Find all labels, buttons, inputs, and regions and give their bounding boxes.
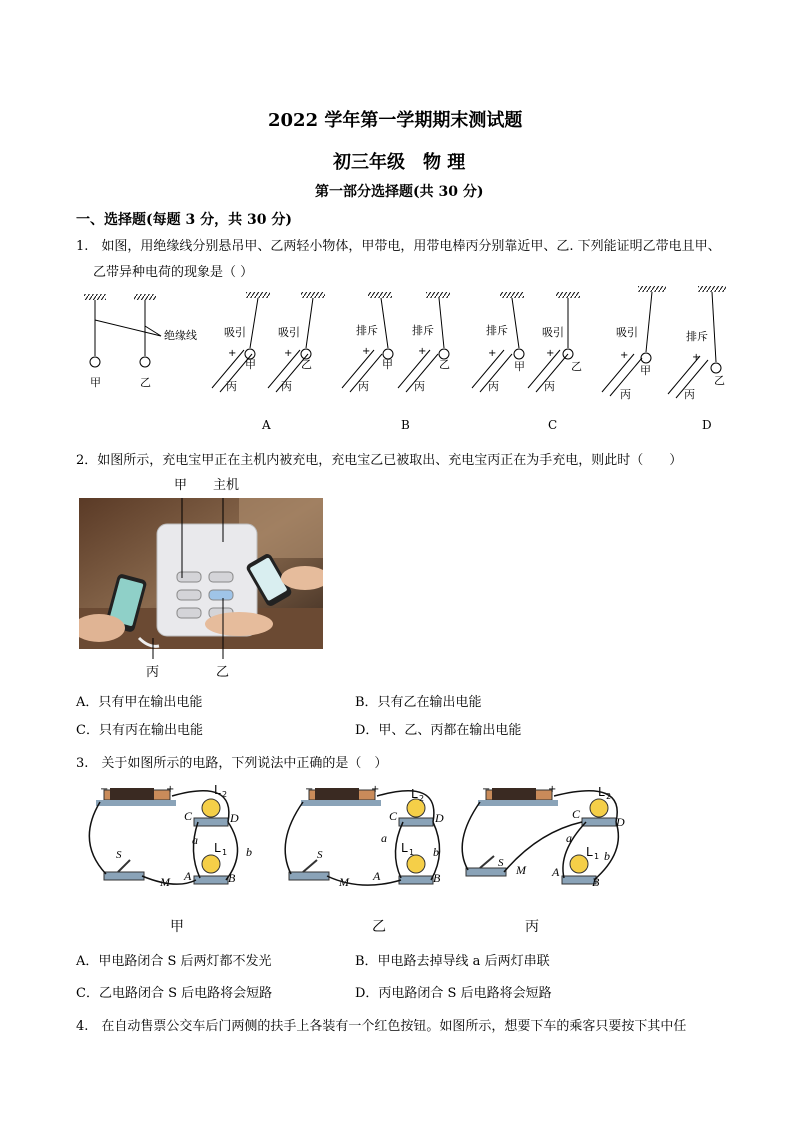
svg-text:D: D [616, 815, 625, 829]
svg-text:L: L [401, 841, 408, 855]
svg-text:−: − [100, 784, 109, 795]
svg-text:D: D [435, 811, 444, 825]
q1-option-d-diagram [602, 286, 726, 401]
svg-text:+: + [371, 784, 380, 795]
svg-text:甲: 甲 [514, 360, 525, 373]
q1-option-b-diagram [342, 292, 450, 393]
q3-option-d[interactable]: D．丙电路闭合 S 后电路将会短路 [355, 986, 552, 1001]
svg-text:吸引: 吸引 [542, 326, 564, 339]
svg-text:M: M [516, 863, 526, 877]
svg-text:丙: 丙 [281, 380, 292, 393]
svg-text:乙: 乙 [571, 360, 582, 373]
svg-text:L: L [214, 841, 221, 855]
svg-text:+: + [488, 348, 497, 359]
svg-text:甲: 甲 [245, 358, 256, 371]
photo-label-yi: 乙 [216, 665, 230, 680]
q2-option-d[interactable]: D．甲、乙、丙都在输出电能 [355, 723, 522, 738]
svg-text:丙: 丙 [488, 380, 499, 393]
svg-text:乙: 乙 [439, 358, 450, 371]
q3-caption-jia: 甲 [170, 919, 184, 935]
svg-text:乙: 乙 [301, 358, 312, 371]
q1-figure [76, 284, 746, 414]
svg-text:b: b [246, 845, 252, 859]
svg-text:排斥: 排斥 [686, 330, 708, 343]
jia-label: 甲 [90, 376, 101, 389]
svg-text:吸引: 吸引 [278, 326, 300, 339]
svg-text:甲: 甲 [382, 358, 393, 371]
svg-text:+: + [548, 784, 557, 795]
svg-text:排斥: 排斥 [412, 324, 434, 337]
svg-text:B: B [228, 871, 236, 885]
svg-text:+: + [284, 348, 293, 359]
q1-option-d-label: D [702, 418, 712, 432]
svg-text:排斥: 排斥 [356, 324, 378, 337]
q2-option-c[interactable]: C．只有丙在输出电能 [76, 723, 203, 738]
svg-text:B: B [592, 875, 600, 889]
q3-caption-yi: 乙 [372, 919, 386, 935]
svg-text:丙: 丙 [684, 388, 695, 401]
circuit-bing [462, 784, 625, 889]
q1-text-line2: 乙带异种电荷的现象是（ ） [93, 265, 254, 280]
insulator-label: 绝缘线 [164, 329, 197, 342]
q1-option-b-label: B [401, 418, 410, 432]
exam-title: 2022 学年第一学期期末测试题 [268, 110, 523, 131]
svg-text:−: − [482, 784, 491, 795]
exam-subtitle: 初三年级 物 理 [333, 152, 466, 173]
svg-text:1: 1 [594, 852, 600, 861]
svg-text:排斥: 排斥 [486, 324, 508, 337]
svg-text:+: + [418, 346, 427, 357]
circuit-jia [89, 783, 252, 889]
svg-text:2: 2 [419, 794, 425, 803]
svg-text:+: + [546, 348, 555, 359]
svg-text:L: L [598, 785, 605, 799]
photo-pointer-extensions [79, 649, 323, 661]
svg-text:a: a [192, 833, 198, 847]
svg-text:丙: 丙 [620, 388, 631, 401]
svg-text:B: B [433, 871, 441, 885]
q1-option-a-label: A [262, 418, 271, 432]
q2-option-a[interactable]: A．只有甲在输出电能 [76, 695, 203, 710]
svg-text:S: S [498, 857, 504, 869]
svg-text:丙: 丙 [414, 380, 425, 393]
svg-text:b: b [433, 845, 439, 859]
q1-text-line1: 1. 如图，用绝缘线分别悬吊甲、乙两轻小物体，甲带电，用带电棒丙分别靠近甲、乙. 下列能证明乙带电且甲、 [76, 239, 721, 254]
svg-text:A: A [184, 869, 192, 883]
q3-option-c[interactable]: C．乙电路闭合 S 后电路将会短路 [76, 986, 273, 1001]
photo-label-bing: 丙 [146, 665, 160, 680]
svg-text:吸引: 吸引 [224, 326, 246, 339]
svg-text:L: L [214, 783, 221, 797]
svg-text:+: + [620, 350, 629, 361]
photo-label-host: 主机 [213, 478, 240, 493]
svg-text:M: M [160, 875, 170, 889]
svg-text:+: + [362, 346, 371, 357]
svg-text:D: D [230, 811, 239, 825]
svg-text:a: a [566, 831, 572, 845]
svg-text:2: 2 [606, 792, 612, 801]
svg-text:L: L [411, 787, 418, 801]
q3-circuits [76, 782, 656, 898]
svg-text:1: 1 [222, 848, 228, 857]
q3-option-b[interactable]: B．甲电路去掉导线 a 后两灯串联 [355, 954, 550, 969]
svg-text:丙: 丙 [544, 380, 555, 393]
svg-text:A: A [552, 865, 560, 879]
section-heading: 一、选择题(每题 3 分，共 30 分) [76, 212, 292, 228]
q1-option-c-diagram [472, 292, 582, 393]
circuit-yi [285, 784, 444, 889]
q3-option-a[interactable]: A．甲电路闭合 S 后两灯都不发光 [76, 954, 272, 969]
q3-text: 3. 关于如图所示的电路，下列说法中正确的是（ ） [76, 756, 388, 771]
svg-text:乙: 乙 [714, 374, 725, 387]
svg-text:S: S [116, 849, 122, 861]
svg-text:M: M [339, 875, 349, 889]
svg-text:+: + [228, 348, 237, 359]
svg-text:C: C [572, 807, 581, 821]
svg-text:甲: 甲 [640, 364, 651, 377]
q1-option-c-label: C [548, 418, 558, 432]
q3-caption-bing: 丙 [525, 919, 539, 935]
part-heading: 第一部分选择题(共 30 分) [315, 184, 484, 200]
svg-text:丙: 丙 [226, 380, 237, 393]
svg-text:b: b [604, 849, 610, 863]
charging-station-photo [79, 498, 323, 649]
svg-text:S: S [317, 849, 323, 861]
svg-text:1: 1 [409, 848, 415, 857]
svg-text:C: C [389, 809, 398, 823]
photo-label-jia: 甲 [174, 478, 188, 493]
svg-text:C: C [184, 809, 193, 823]
svg-text:丙: 丙 [358, 380, 369, 393]
svg-text:L: L [586, 845, 593, 859]
svg-text:A: A [373, 869, 381, 883]
svg-text:+: + [166, 784, 175, 795]
q2-text: 2．如图所示，充电宝甲正在主机内被充电，充电宝乙已被取出、充电宝丙正在为手充电，则此时（ ） [76, 453, 683, 468]
q1-setup-diagram [84, 294, 197, 389]
svg-text:+: + [692, 352, 701, 363]
q1-option-a-diagram [212, 292, 325, 393]
yi-label: 乙 [140, 376, 151, 389]
q2-option-b[interactable]: B．只有乙在输出电能 [355, 695, 482, 710]
svg-text:−: − [305, 784, 314, 795]
svg-text:a: a [381, 831, 387, 845]
svg-text:吸引: 吸引 [616, 326, 638, 339]
q4-text: 4. 在自动售票公交车后门两侧的扶手上各装有一个红色按钮。如图所示，想要下车的乘客只要按下其中任 [76, 1019, 687, 1034]
svg-text:2: 2 [222, 790, 228, 799]
